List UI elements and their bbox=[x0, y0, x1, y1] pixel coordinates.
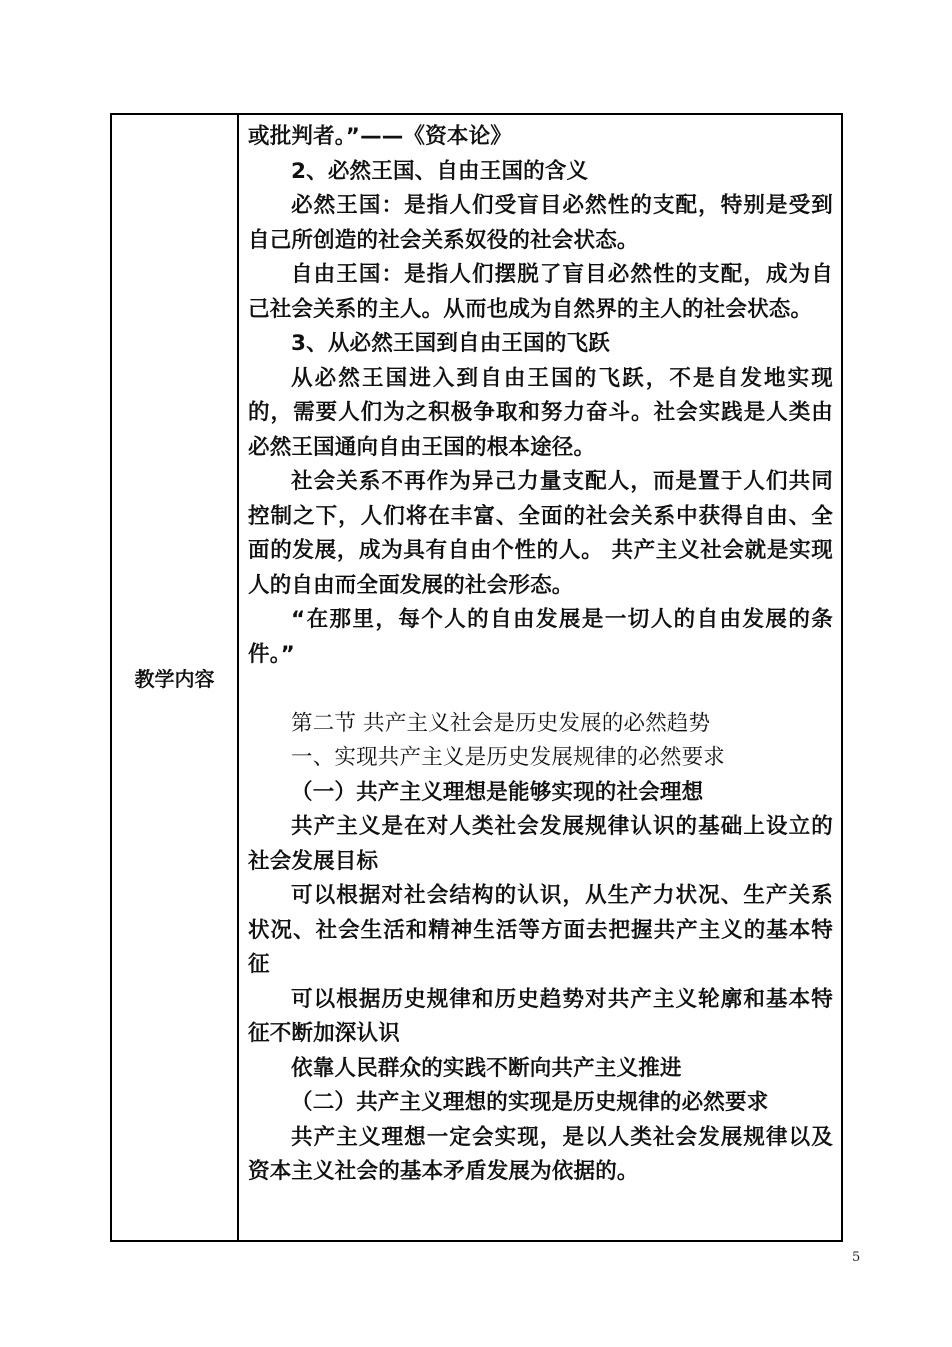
page-number: 5 bbox=[852, 1250, 861, 1265]
paragraph: 共产主义理想一定会实现，是以人类社会发展规律以及资本主义社会的基本矛盾发展为依据的。 bbox=[248, 1124, 833, 1184]
paragraph: 可以根据对社会结构的认识，从生产力状况、生产关系状况、社会生活和精神生活等方面去把握共产主义的基本特征 bbox=[248, 883, 833, 977]
paragraph: 从必然王国进入到自由王国的飞跃，不是自发地实现的，需要人们为之积极争取和努力奋斗。社会实践是人类由必然王国通向自由王国的根本途径。 bbox=[248, 365, 833, 460]
paragraph: （二）共产主义理想的实现是历史规律的必然要求 bbox=[291, 1090, 769, 1115]
paragraph bbox=[248, 672, 833, 707]
paragraph: 依靠人民群众的实践不断向共产主义推进 bbox=[291, 1055, 682, 1081]
paragraph: （一）共产主义理想是能够实现的社会理想 bbox=[291, 779, 704, 805]
section-heading: 第二节 共产主义社会是历史发展的必然趋势 bbox=[291, 710, 711, 736]
row-label: 教学内容 bbox=[134, 667, 215, 691]
paragraph: 必然王国：是指人们受盲目必然性的支配，特别是受到自己所创造的社会关系奴役的社会状态。 bbox=[248, 193, 833, 253]
paragraph: 可以根据历史规律和历史趋势对共产主义轮廓和基本特征不断加深认识 bbox=[248, 986, 833, 1046]
paragraph: 2、必然王国、自由王国的含义 bbox=[291, 158, 589, 184]
paragraph: 社会关系不再作为异己力量支配人，而是置于人们共同控制之下，人们将在丰富、全面的社会关系中获得自由、全面的发展，成为具有自由个性的人。 共产主义社会就是实现人的自由而全面发展的社会形态。 bbox=[248, 469, 833, 598]
content-cell bbox=[239, 115, 841, 1240]
paragraph: 自由王国：是指人们摆脱了盲目必然性的支配，成为自己社会关系的主人。从而也成为自然界的主人的社会状态。 bbox=[248, 262, 833, 322]
row-label-cell bbox=[112, 115, 239, 1240]
paragraph: “在那里，每个人的自由发展是一切人的自由发展的条件。” bbox=[248, 607, 833, 667]
paragraph: 共产主义是在对人类社会发展规律认识的基础上设立的社会发展目标 bbox=[248, 814, 833, 874]
paragraph: 或批判者。”——《资本论》 bbox=[248, 124, 512, 149]
subsection-heading: 一、实现共产主义是历史发展规律的必然要求 bbox=[291, 745, 726, 770]
content-table bbox=[110, 113, 843, 1242]
paragraph: 3、从必然王国到自由王国的飞跃 bbox=[291, 331, 610, 356]
